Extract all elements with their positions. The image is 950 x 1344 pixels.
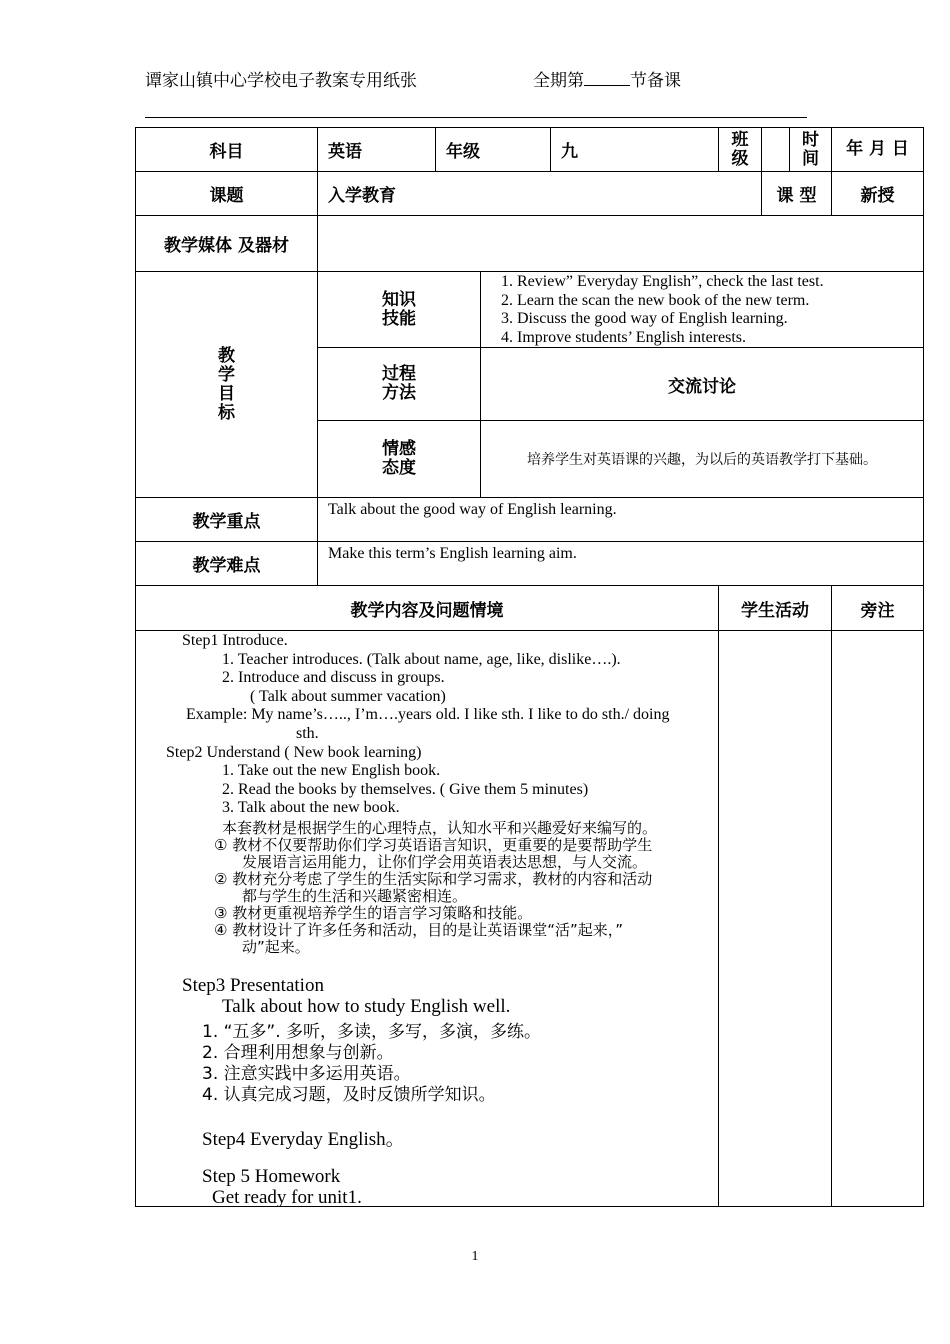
difficulty-label: 教学难点 [136,542,318,586]
period-prefix: 全期第 [533,71,584,91]
knowledge-row [136,272,924,348]
textbook-point: ② 教材充分考虑了学生的生活实际和学习需求，教材的内容和活动 [214,870,653,888]
textbook-point-cont: 动”起来。 [242,938,310,956]
step2-item: 1. Take out the new English book. [222,762,441,779]
media-label: 教学媒体 及器材 [136,216,318,272]
activity-cell [719,631,832,1207]
step2-title: Step2 Understand ( New book learning) [166,744,422,761]
subject-label: 科目 [136,128,318,172]
date-label: 年 月 日 [832,128,924,172]
content-row [136,631,924,1207]
step5-title: Step 5 Homework [202,1166,341,1187]
step1-item: 2. Introduce and discuss in groups. [222,669,445,686]
step1-title: Step1 Introduce. [182,632,288,649]
grade-label: 年级 [436,128,551,172]
header-rule [145,117,807,118]
step4-title: Step4 Everyday English。 [202,1129,405,1150]
class-value [762,128,790,172]
process-label: 过程 方法 [318,348,481,421]
step1-item: 1. Teacher introduces. (Talk about name, age, like, dislike….). [222,651,621,668]
time-label: 时间 [790,128,832,172]
topic-row [136,172,924,216]
school-header: 谭家山镇中心学校电子教案专用纸张 [145,71,417,91]
example-line-cont: sth. [296,725,319,742]
media-row [136,216,924,272]
emotion-value: 培养学生对英语课的兴趣，为以后的英语教学打下基础。 [481,421,924,498]
lesson-plan-table [135,127,924,1207]
knowledge-item: 3. Discuss the good way of English learning. [517,310,923,329]
textbook-point: ④ 教材设计了许多任务和活动，目的是让英语课堂“活”起来，” [214,921,624,939]
textbook-intro: 本套教材是根据学生的心理特点，认知水平和兴趣爱好来编写的。 [222,819,658,837]
emotion-label: 情感 态度 [318,421,481,498]
knowledge-list [481,272,924,348]
example-line: Example: My name’s….., I’m….years old. I like sth. I like to do sth./ doing [186,706,670,723]
key-point-label: 教学重点 [136,498,318,542]
step2-item: 2. Read the books by themselves. ( Give them 5 minutes) [222,781,589,798]
knowledge-item: 4. Improve students’ English interests. [517,329,923,348]
notes-cell [832,631,924,1207]
type-value: 新授 [832,172,924,216]
info-row [136,128,924,172]
step3-item: 1. “五多”. 多听，多读，多写，多演，多练。 [202,1022,542,1042]
key-point-row [136,498,924,542]
textbook-point-cont: 发展语言运用能力，让你们学会用英语表达思想，与人交流。 [242,853,648,871]
key-point-value: Talk about the good way of English learning. [318,498,924,542]
textbook-point-cont: 都与学生的生活和兴趣紧密相连。 [242,887,468,905]
step3-item: 4. 认真完成习题，及时反馈所学知识。 [202,1085,496,1105]
difficulty-row [136,542,924,586]
period-blank [584,69,630,86]
type-label: 课 型 [762,172,832,216]
knowledge-item: 1. Review” Everyday English”, check the last test. [517,273,923,292]
step5-item: Get ready for unit1. [212,1187,362,1208]
step3-item: 3. 注意实践中多运用英语。 [202,1064,411,1084]
content-cell [136,631,719,1207]
subject-value: 英语 [318,128,436,172]
notes-header: 旁注 [832,586,924,631]
class-label: 班级 [719,128,762,172]
step1-item-note: ( Talk about summer vacation) [250,688,446,705]
activity-header: 学生活动 [719,586,832,631]
knowledge-items [481,273,923,347]
step3-item: 2. 合理利用想象与创新。 [202,1043,394,1063]
content-header-row [136,586,924,631]
process-value: 交流讨论 [481,348,924,421]
content-header: 教学内容及问题情境 [136,586,719,631]
step2-item: 3. Talk about the new book. [222,799,400,816]
step3-title: Step3 Presentation [182,975,324,996]
media-value [318,216,924,272]
objectives-label: 教学目标 [136,272,318,498]
knowledge-label: 知识 技能 [318,272,481,348]
step3-intro: Talk about how to study English well. [222,996,511,1017]
textbook-point: ① 教材不仅要帮助你们学习英语语言知识，更重要的是要帮助学生 [214,836,653,854]
content-body [136,631,718,1208]
period-suffix: 节备课 [630,71,681,91]
period-header [533,66,681,91]
grade-value: 九 [551,128,719,172]
page-number: 1 [471,1249,479,1264]
textbook-point: ③ 教材更重视培养学生的语言学习策略和技能。 [214,904,533,922]
knowledge-item: 2. Learn the scan the new book of the new term. [517,292,923,311]
topic-label: 课题 [136,172,318,216]
difficulty-value: Make this term’s English learning aim. [318,542,924,586]
topic-value: 入学教育 [318,172,762,216]
